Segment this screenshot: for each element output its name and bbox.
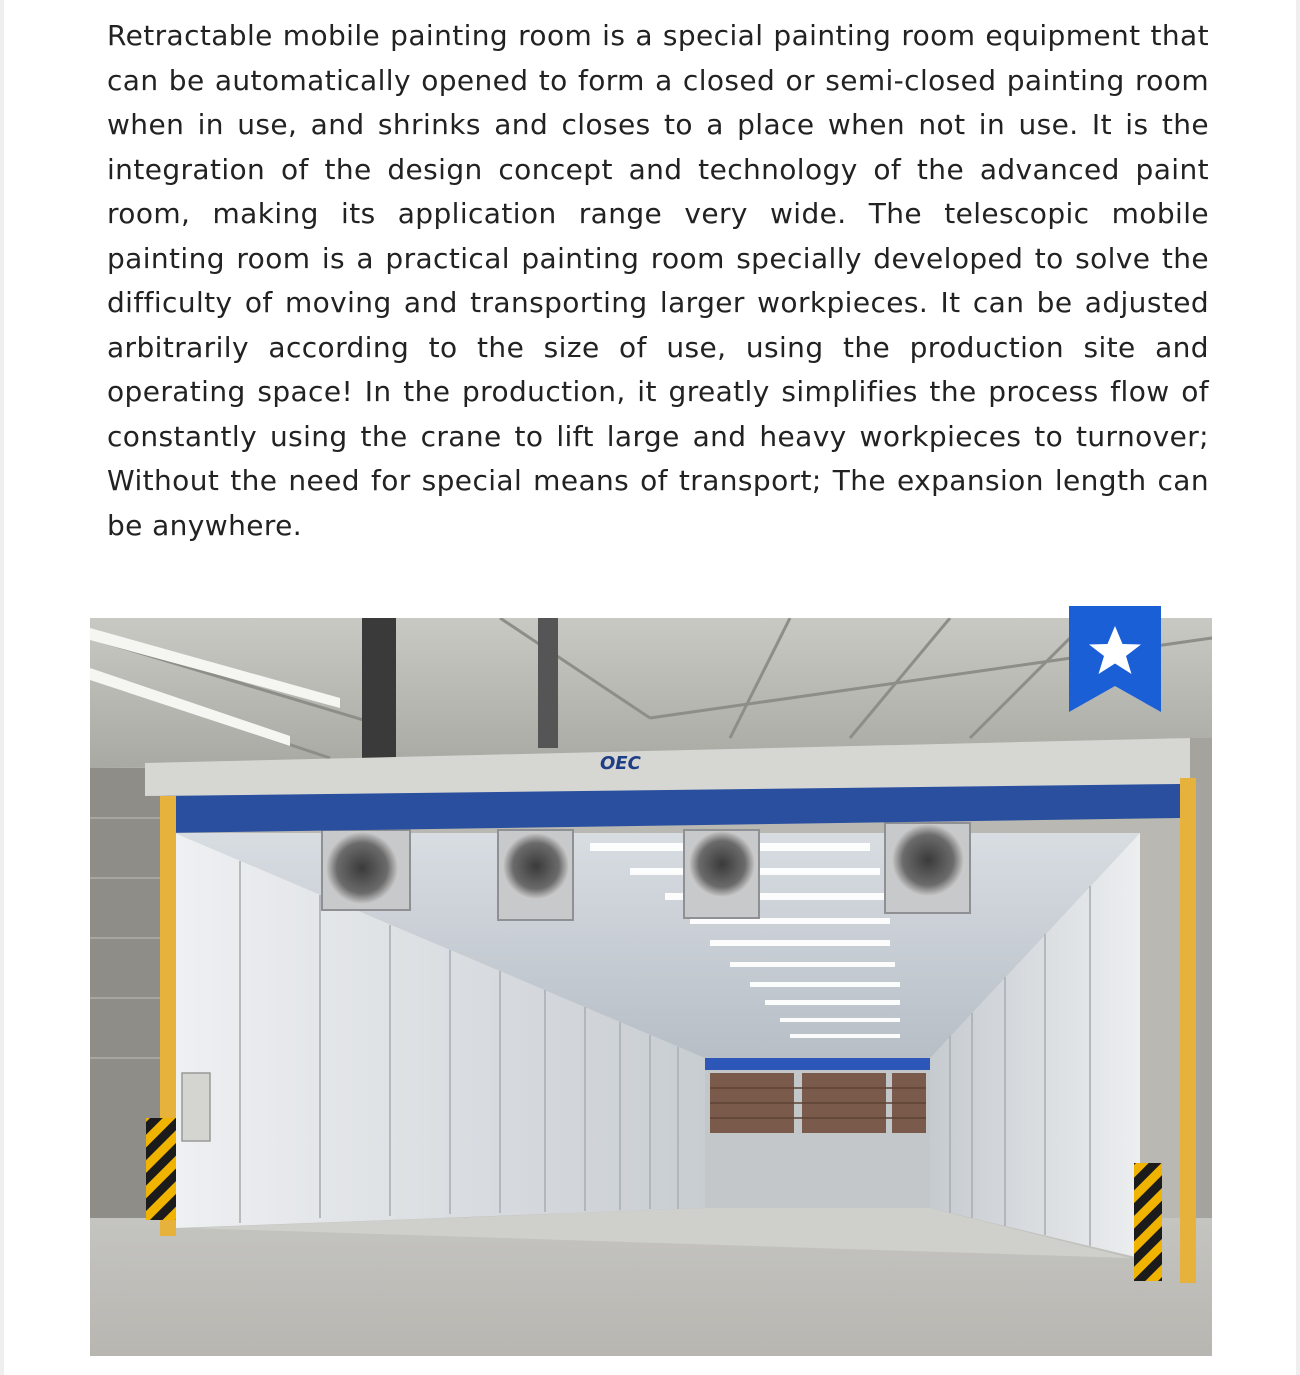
left-page-border <box>0 0 4 1375</box>
right-page-border <box>1296 0 1300 1375</box>
product-description: Retractable mobile painting room is a special painting room equipment that can be automatically opened to form a closed or semi-closed painting room when in use, and shrinks and closes to a place when not in use. It is the integration of the design concept and technology of the advanced paint room, making its application range very wide. The telescopic mobile painting room is a practical painting room specially developed to solve the difficulty of moving and transporting larger workpieces. It can be adjusted arbitrarily according to the size of use, using the production site and operating space! In the production, it greatly simplifies the process flow of constantly using the crane to lift large and heavy workpieces to turnover; Without the need for special means of transport; The expansion length can be anywhere. <box>107 19 1209 542</box>
product-photo <box>90 618 1212 1356</box>
featured-badge <box>1069 606 1161 712</box>
brand-logo: OEC <box>600 753 641 774</box>
